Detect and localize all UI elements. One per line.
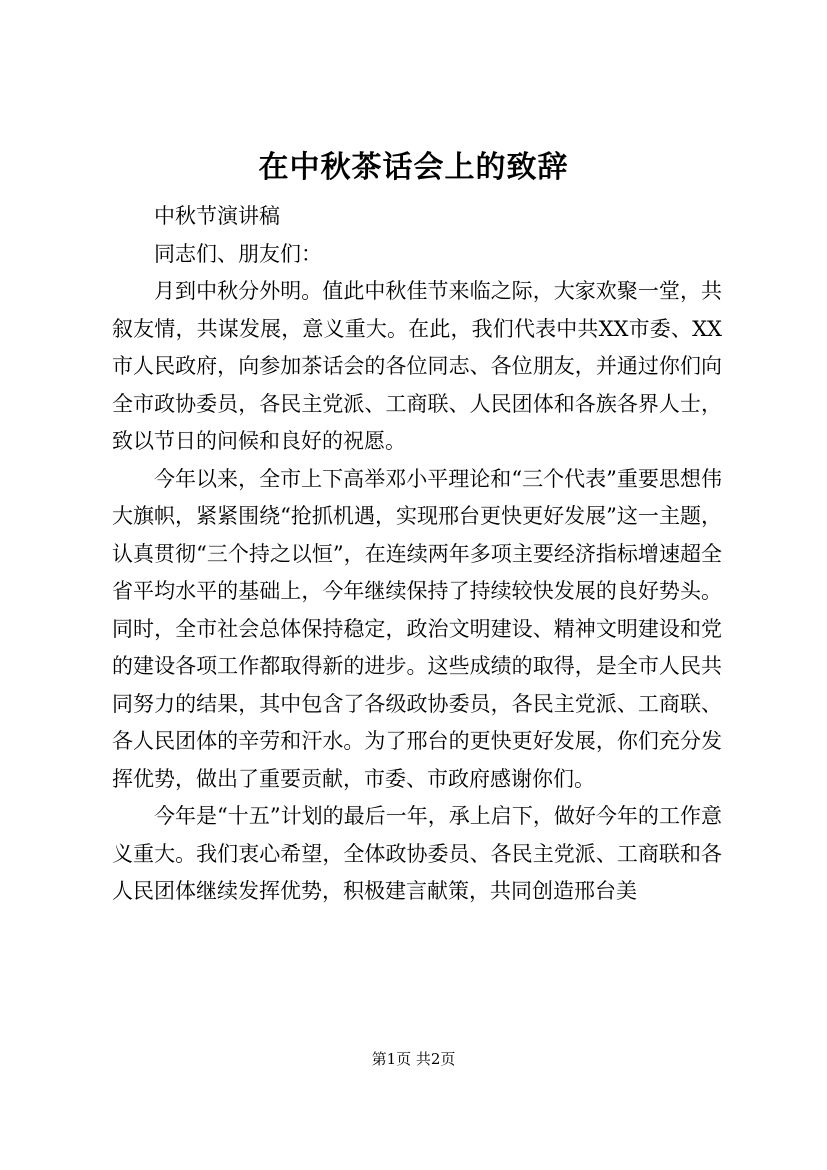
document-title: 在中秋茶话会上的致辞	[258, 150, 569, 185]
paragraph-salutation: 同志们、朋友们：	[154, 241, 322, 266]
document-body	[112, 198, 722, 911]
paragraph-1: 月到中秋分外明。值此中秋佳节来临之际，大家欢聚一堂，共叙友情，共谋发展，意义重大。在此，我们代表中共XX市委、XX市人民政府，向参加茶话会的各位同志、各位朋友，并通过你们向全市政协委员，各民主党派、工商联、人民团体和各族各界人士，致以节日的问候和良好的祝愿。	[112, 279, 722, 453]
paragraph-subtitle: 中秋节演讲稿	[154, 204, 280, 228]
page-footer: 第1页 共2页	[371, 1050, 456, 1068]
paragraph-3: 今年是“十五”计划的最后一年，承上启下，做好今年的工作意义重大。我们衷心希望，全体政协委员、各民主党派、工商联和各人民团体继续发挥优势，积极建言献策，共同创造邢台美	[112, 804, 722, 903]
paragraph-2: 今年以来，全市上下高举邓小平理论和“三个代表”重要思想伟大旗帜，紧紧围绕“抢抓机遇，实现邢台更快更好发展”这一主题，认真贯彻“三个持之以恒”，在连续两年多项主要经济指标增速超全省平均水平的基础上，今年继续保持了持续较快发展的良好势头。同时，全市社会总体保持稳定，政治文明建设、精神文明建设和党的建设各项工作都取得新的进步。这些成绩的取得，是全市人民共同努力的结果，其中包含了各级政协委员，各民主党派、工商联、各人民团体的辛劳和汗水。为了邢台的更快更好发展，你们充分发挥优势，做出了重要贡献，市委、市政府感谢你们。	[112, 466, 722, 791]
